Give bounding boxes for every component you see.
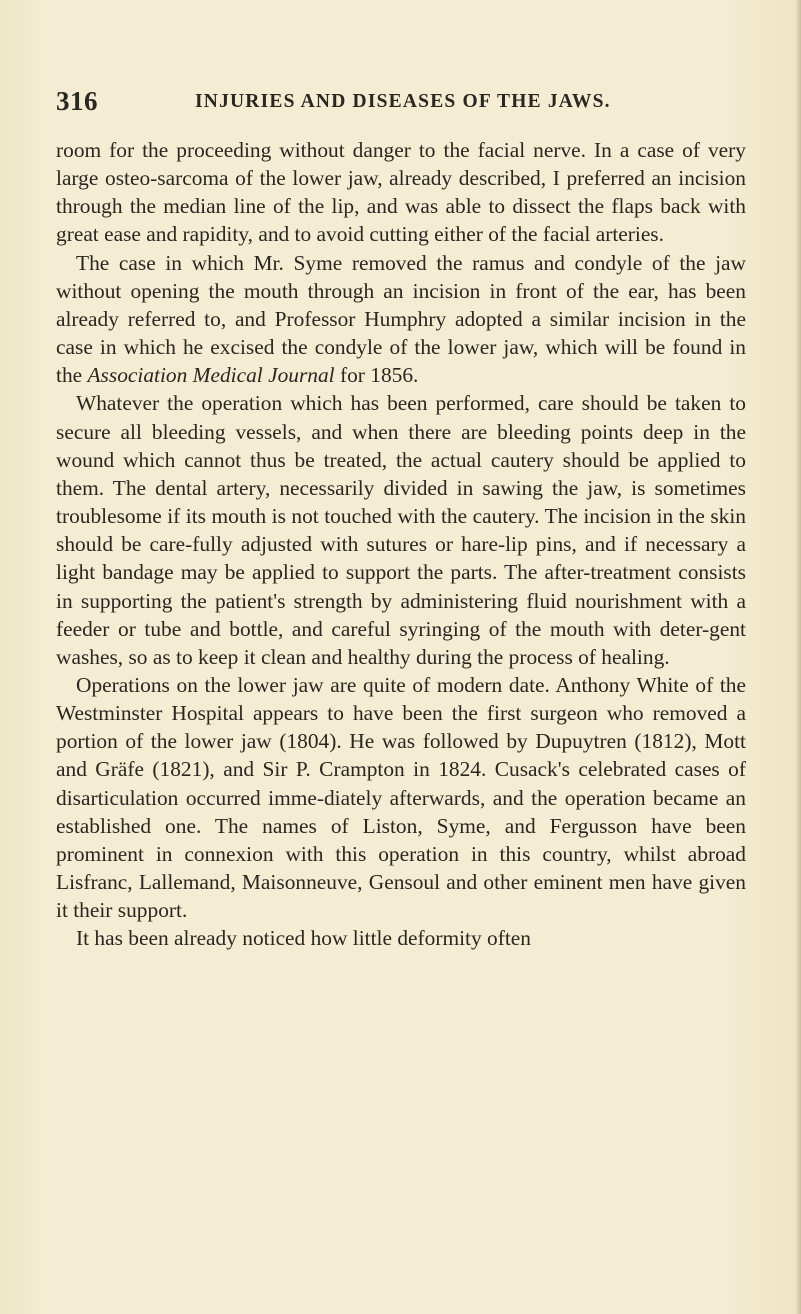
page-header — [56, 86, 746, 124]
paragraph-1: room for the proceeding without danger to the facial nerve. In a case of very large osteo-sarcoma of the lower jaw, already described, I preferred an incision through the median line of the lip, and was able to dissect the flaps back with great ease and rapidity, and to avoid cutting either of the facial arteries. — [56, 138, 746, 247]
running-title: INJURIES AND DISEASES OF THE JAWS. — [195, 91, 611, 112]
paragraph-2 — [56, 249, 746, 390]
paragraph-5: It has been already noticed how little deformity often — [76, 926, 531, 951]
paragraph-2-text-b: for 1856. — [334, 363, 419, 388]
paragraph-4: Operations on the lower jaw are quite of modern date. Anthony White of the Westminster Hospital appears to have been the first surgeon who removed a portion of the lower jaw (1804). He was followed by Dupuytren (1812), Mott and Gräfe (1821), and Sir P. Crampton in 1824. Cusack's celebrated cases of disarticulation occurred imme-diately afterwards, and the operation became an established one. The names of Liston, Syme, and Fergusson have been prominent in connexion with this operation in this country, whilst abroad Lisfranc, Lallemand, Maisonneuve, Gensoul and other eminent men have given it their support. — [56, 672, 746, 923]
paragraph-3: Whatever the operation which has been performed, care should be taken to secure all bleeding vessels, and when there are bleeding points deep in the wound which cannot thus be treated, the actual cautery should be applied to them. The dental artery, necessarily divided in sawing the jaw, is sometimes troublesome if its mouth is not touched with the cautery. The incision in the skin should be care-fully adjusted with sutures or hare-lip pins, and if necessary a light bandage may be applied to support the parts. The after-treatment consists in supporting the patient's strength by administering fluid nourishment with a feeder or tube and bottle, and careful syringing of the mouth with deter-gent washes, so as to keep it clean and healthy during the process of healing. — [56, 391, 746, 669]
body-text — [56, 136, 746, 953]
journal-title: Association Medical Journal — [87, 363, 335, 388]
paragraph-2-text-a: The case in which Mr. Syme removed the ramus and condyle of the jaw without opening the mouth through an incision in front of the ear, has been already referred to, and Professor Humphry adopted a similar incision in the case in which he excised the condyle of the lower jaw, which will be found in the — [56, 250, 746, 388]
page-edge-shadow — [795, 0, 801, 1314]
page-number: 316 — [56, 86, 98, 116]
